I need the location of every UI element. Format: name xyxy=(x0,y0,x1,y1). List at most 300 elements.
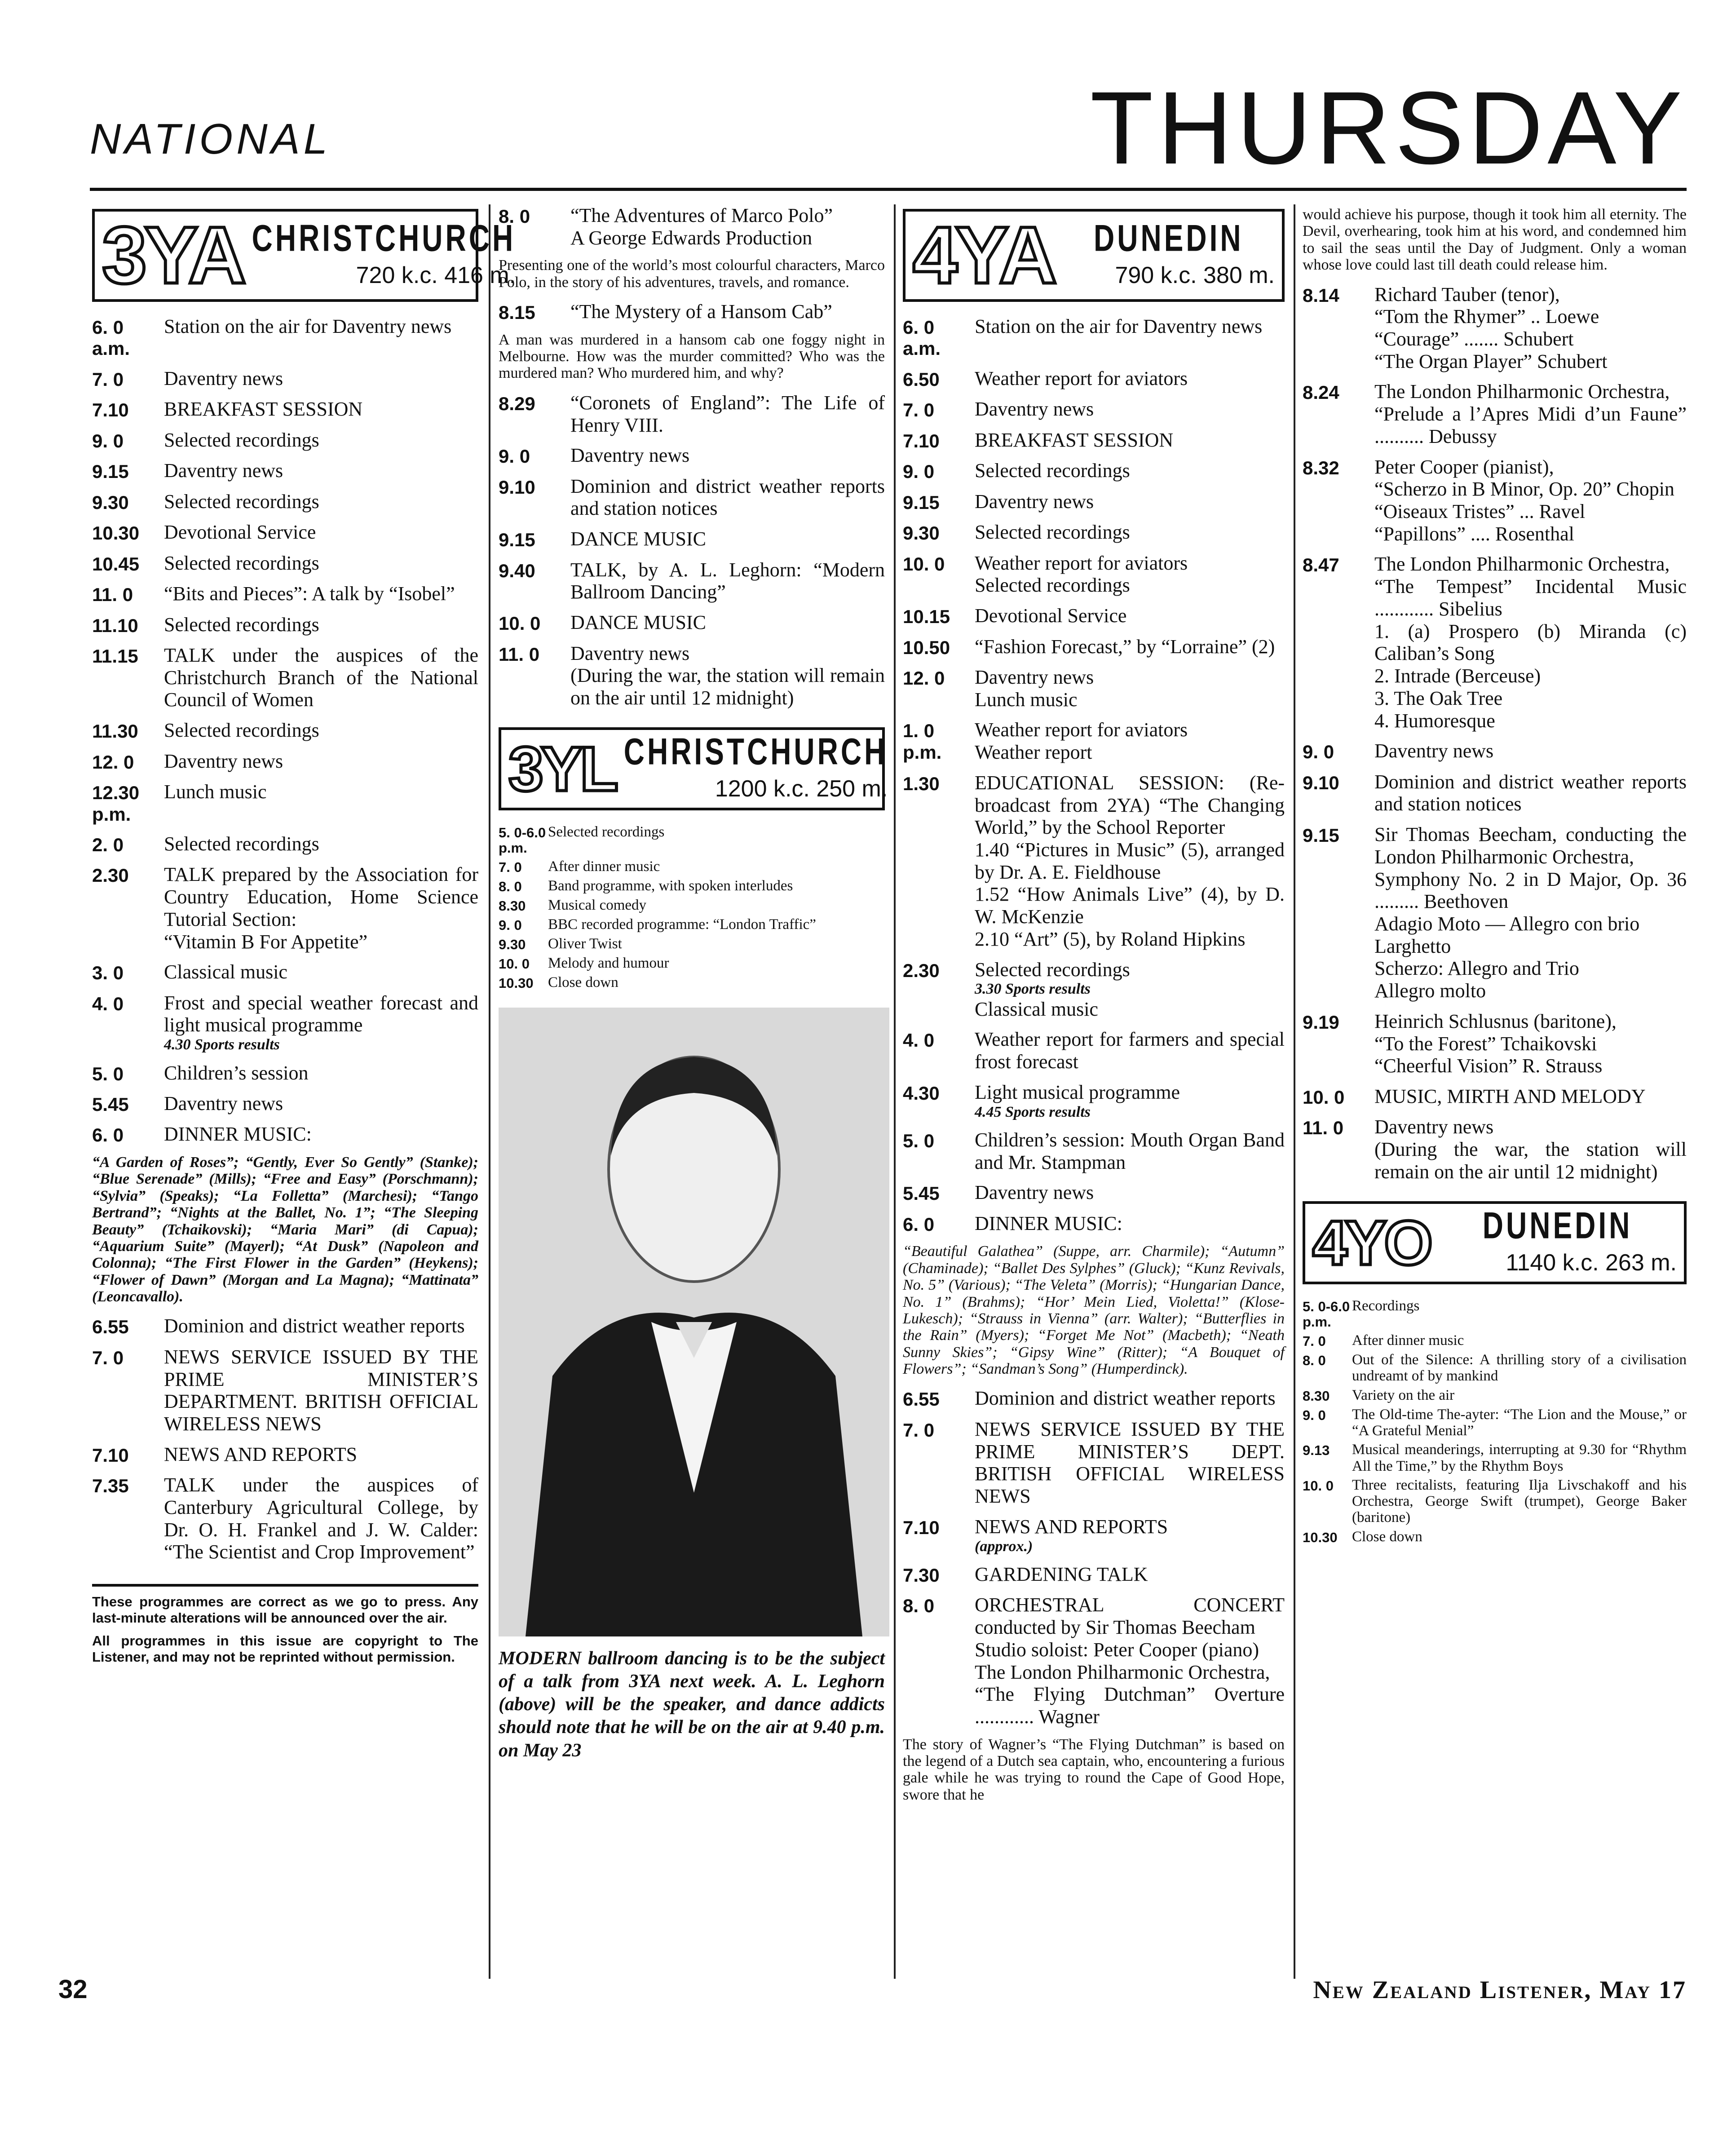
schedule-entry xyxy=(903,1387,1285,1410)
schedule-entry xyxy=(92,644,478,711)
entry-program xyxy=(975,1028,1285,1073)
column-4ya-evening xyxy=(1303,204,1687,1979)
entry-program xyxy=(975,1129,1285,1173)
entry-time: 8.30 xyxy=(499,898,526,914)
entry-text: DINNER MUSIC: xyxy=(164,1123,312,1145)
entry-text: Devotional Service xyxy=(164,521,316,544)
schedule-entry xyxy=(903,605,1285,627)
schedule-entry xyxy=(903,521,1285,544)
entry-text: The London Philharmonic Orchestra, xyxy=(975,1661,1270,1683)
entry-program xyxy=(548,955,885,972)
schedule-entry xyxy=(1303,553,1687,732)
entry-text: “Scherzo in B Minor, Op. 20” Chopin xyxy=(1374,478,1674,500)
entry-text: “Oiseaux Tristes” ... Ravel xyxy=(1374,500,1586,523)
entry-text: Musical meanderings, interrupting at 9.30 for “Rhythm All the Time,” by the Rhythm Boys xyxy=(1352,1442,1687,1474)
station-box-4ya xyxy=(903,209,1285,302)
entry-text: Musical comedy xyxy=(548,897,647,914)
entry-program xyxy=(975,772,1285,951)
entry-program xyxy=(975,636,1285,658)
entry-text: Daventry news xyxy=(164,367,283,389)
entry-program xyxy=(570,559,885,603)
entry-text: Selected recordings xyxy=(164,832,319,855)
schedule-entry xyxy=(92,750,478,773)
schedule-entry xyxy=(92,521,478,544)
entry-program xyxy=(164,750,478,773)
entry-text: Peter Cooper (pianist), xyxy=(1374,456,1554,478)
schedule-entry xyxy=(903,1181,1285,1204)
entry-time: 7.30 xyxy=(903,1564,940,1586)
entry-program xyxy=(164,719,478,742)
entry-text: Daventry news xyxy=(164,750,283,772)
entry-text: TALK under the auspices of the Christchurch Branch of the National Council of Women xyxy=(164,644,478,711)
entry-time: 10.50 xyxy=(903,637,950,658)
entry-text: Heinrich Schlusnus (baritone), xyxy=(1374,1010,1617,1032)
column-divider xyxy=(894,204,896,1979)
entry-time: 10.30 xyxy=(1303,1529,1338,1545)
entry-text: DINNER MUSIC: xyxy=(975,1212,1122,1234)
entry-text: Selected recordings xyxy=(164,552,319,574)
entry-time: 9. 0 xyxy=(499,446,530,467)
schedule-entry xyxy=(92,1474,478,1563)
entry-text: Station on the air for Daventry news xyxy=(975,315,1263,337)
entry-text: Symphony No. 2 in D Major, Op. 36 ......... Beethoven xyxy=(1374,868,1687,913)
schedule-entry xyxy=(903,959,1285,1021)
station-city: DUNEDIN xyxy=(1482,1204,1633,1247)
schedule-entry xyxy=(499,475,885,520)
entry-text: Weather report for aviators xyxy=(975,719,1188,741)
entry-time: 2. 0 xyxy=(92,834,124,855)
schedule-entry xyxy=(92,491,478,513)
schedule-entry xyxy=(92,1443,478,1466)
schedule-entry xyxy=(903,666,1285,711)
entry-time: 4.30 xyxy=(903,1082,940,1104)
entry-program xyxy=(164,460,478,482)
schedule-entry xyxy=(1303,1085,1687,1108)
entry-time: 11. 0 xyxy=(1303,1117,1344,1139)
entry-text: Daventry news xyxy=(975,1181,1094,1204)
schedule-entry xyxy=(903,1129,1285,1173)
entry-subnote: 4.45 Sports results xyxy=(975,1103,1091,1120)
entry-text: 2. Intrade (Berceuse) xyxy=(1374,665,1541,687)
schedule-entry xyxy=(903,1418,1285,1508)
schedule-entry xyxy=(499,858,885,875)
entry-program xyxy=(1352,1529,1687,1545)
entry-time: 6. 0 a.m. xyxy=(92,317,130,359)
entry-time: 9.40 xyxy=(499,560,535,581)
entry-text: Frost and special weather forecast and light musical programme xyxy=(164,991,478,1036)
entry-program xyxy=(975,429,1285,451)
entry-text: Oliver Twist xyxy=(548,936,622,952)
schedule-entry xyxy=(499,444,885,467)
schedule-entry xyxy=(903,1212,1285,1235)
entry-time: 9. 0 xyxy=(92,430,124,451)
entry-text: Selected recordings xyxy=(164,490,319,513)
entry-text: Selected recordings xyxy=(164,719,319,742)
schedule-list xyxy=(1303,283,1687,1183)
entry-program xyxy=(1374,553,1687,732)
entry-text: Sir Thomas Beecham, conducting the London Philharmonic Orchestra, xyxy=(1374,823,1687,868)
entry-program xyxy=(975,1418,1285,1508)
schedule-entry xyxy=(903,1594,1285,1728)
entry-text: NEWS AND REPORTS xyxy=(975,1515,1168,1538)
entry-program xyxy=(1352,1352,1687,1384)
station-logo: 3YL xyxy=(508,733,616,804)
entry-text: BBC recorded programme: “London Traffic” xyxy=(548,916,816,933)
entry-time: 7. 0 xyxy=(499,859,522,875)
entry-program xyxy=(164,1123,478,1145)
schedule-entry xyxy=(1303,771,1687,815)
footnote-rule xyxy=(92,1584,478,1587)
entry-time: 9.15 xyxy=(903,491,940,513)
entry-program xyxy=(1352,1387,1687,1404)
entry-time: 9.30 xyxy=(903,522,940,544)
entry-time: 9.13 xyxy=(1303,1442,1330,1459)
entry-text: Daventry news xyxy=(164,1092,283,1115)
schedule-entry xyxy=(1303,283,1687,373)
entry-program xyxy=(975,1563,1285,1586)
entry-time: 1. 0 p.m. xyxy=(903,720,942,763)
schedule-entry xyxy=(92,1315,478,1337)
entry-time: 9. 0 xyxy=(903,461,935,482)
entry-text: TALK prepared by the Association for Country Education, Home Science Tutorial Section: xyxy=(164,863,478,930)
schedule-entry xyxy=(1303,823,1687,1002)
entry-program xyxy=(164,552,478,575)
entry-program xyxy=(975,605,1285,627)
entry-program xyxy=(164,863,478,953)
entry-time: 2.30 xyxy=(903,960,940,981)
column-divider xyxy=(489,204,490,1979)
schedule-entry xyxy=(92,583,478,605)
entry-text: Weather report for aviators xyxy=(975,367,1188,389)
entry-text: After dinner music xyxy=(1352,1332,1464,1349)
flying-dutchman-note: The story of Wagner’s “The Flying Dutchman” is based on the legend of a Dutch sea captain, who, encountering a furious gale while he was trying to round the Cape of Good Hope, swore that he xyxy=(903,1736,1285,1803)
entry-text: Weather report for farmers and special frost forecast xyxy=(975,1028,1285,1073)
schedule-entry xyxy=(903,1516,1285,1555)
entry-text: “Cheerful Vision” R. Strauss xyxy=(1374,1055,1603,1077)
entry-text: NEWS AND REPORTS xyxy=(164,1443,358,1465)
entry-text: Recordings xyxy=(1352,1297,1420,1314)
schedule-entry xyxy=(1303,1298,1687,1330)
entry-time: 5. 0-6.0 p.m. xyxy=(1303,1298,1350,1330)
entry-time: 6.55 xyxy=(92,1316,129,1338)
schedule-entry xyxy=(499,528,885,550)
entry-program xyxy=(164,315,478,359)
entry-time: 7. 0 xyxy=(92,368,124,390)
entry-text: Allegro molto xyxy=(1374,980,1486,1002)
entry-text: Daventry news xyxy=(570,444,690,467)
entry-text: A George Edwards Production xyxy=(570,226,813,249)
entry-program xyxy=(1374,1116,1687,1183)
entry-program xyxy=(1352,1442,1687,1474)
entry-time: 8.24 xyxy=(1303,382,1339,403)
entry-program xyxy=(570,475,885,520)
entry-subnote: 4.30 Sports results xyxy=(164,1036,280,1053)
entry-time: 2.30 xyxy=(92,865,129,886)
entry-program xyxy=(548,936,885,952)
entry-text: “Papillons” .... Rosenthal xyxy=(1374,522,1574,545)
entry-time: 5.45 xyxy=(92,1094,129,1115)
station-city: CHRISTCHURCH xyxy=(252,217,516,259)
schedule-entry xyxy=(903,772,1285,951)
entry-program xyxy=(570,444,885,467)
entry-text: Selected recordings xyxy=(548,823,665,840)
schedule-entry xyxy=(92,398,478,420)
entry-text: Selected recordings xyxy=(975,521,1130,544)
station-city: CHRISTCHURCH xyxy=(623,730,888,773)
entry-text: Weather report xyxy=(975,741,1092,764)
column-4ya xyxy=(903,204,1285,1979)
schedule-entry xyxy=(1303,1406,1687,1439)
entry-time: 7.35 xyxy=(92,1475,129,1497)
entry-time: 3. 0 xyxy=(92,962,124,984)
entry-program xyxy=(164,992,478,1054)
entry-program xyxy=(164,583,478,605)
entry-text: “The Flying Dutchman” Overture ............ Wagner xyxy=(975,1683,1285,1728)
station-logo: 4YO xyxy=(1312,1207,1431,1278)
station-logo: 4YA xyxy=(913,210,1055,301)
entry-program xyxy=(570,301,885,323)
entry-time: 1.30 xyxy=(903,773,940,794)
schedule-entry xyxy=(1303,1477,1687,1526)
entry-time: 9.15 xyxy=(92,461,129,482)
entry-program xyxy=(975,666,1285,711)
entry-text: The Old-time The-ayter: “The Lion and the Mouse,” or “A Grateful Menial” xyxy=(1352,1406,1687,1439)
station-box-3ya xyxy=(92,209,516,302)
entry-text: Out of the Silence: A thrilling story of a civilisation undreamt of by mankind xyxy=(1352,1351,1687,1384)
entry-text: Studio soloist: Peter Cooper (piano) xyxy=(975,1638,1259,1661)
entry-program xyxy=(570,392,885,436)
entry-time: 9. 0 xyxy=(1303,741,1334,763)
entry-text: Daventry news xyxy=(570,642,690,664)
station-frequency: 790 k.c. 380 m. xyxy=(1115,262,1275,289)
entry-text: BREAKFAST SESSION xyxy=(975,429,1174,451)
schedule-entry xyxy=(499,936,885,952)
hansom-cab-note: A man was murdered in a hansom cab one foggy night in Melbourne. How was the murder committed? Who was the murdered man? Who murdered him, and why? xyxy=(499,331,885,382)
entry-text: Adagio Moto — Allegro con brio xyxy=(1374,912,1640,935)
schedule-entry xyxy=(92,992,478,1054)
schedule-entry xyxy=(903,1081,1285,1121)
entry-time: 9.10 xyxy=(1303,772,1339,793)
schedule-entry xyxy=(92,429,478,451)
flying-dutchman-note-cont: would achieve his purpose, though it took him all eternity. The Devil, overhearing, took him at his word, and condemned him to sail the seas until the Day of Judgment. Only a woman whose love could last till death could release him. xyxy=(1303,206,1687,274)
entry-program xyxy=(1374,1085,1687,1108)
entry-text: 1.52 “How Animals Live” (4), by D. W. McKenzie xyxy=(975,883,1285,928)
entry-time: 6.55 xyxy=(903,1389,940,1410)
entry-program xyxy=(1374,740,1687,762)
station-frequency: 1200 k.c. 250 m. xyxy=(715,775,888,802)
entry-time: 5. 0 xyxy=(903,1130,935,1151)
entry-program xyxy=(975,460,1285,482)
entry-program xyxy=(1352,1406,1687,1439)
entry-program xyxy=(975,1387,1285,1410)
schedule-entry xyxy=(92,863,478,953)
schedule-list xyxy=(499,392,885,709)
entry-text: Dominion and district weather reports and station notices xyxy=(1374,770,1687,815)
entry-time: 7.10 xyxy=(903,430,940,451)
day-title: THURSDAY xyxy=(1090,70,1687,186)
entry-text: The London Philharmonic Orchestra, xyxy=(1374,553,1670,575)
entry-text: “The Mystery of a Hansom Cab” xyxy=(570,301,832,323)
entry-program xyxy=(164,1315,478,1337)
dinner-music-note: “Beautiful Galathea” (Suppe, arr. Charmile); “Autumn” (Chaminade); “Ballet Des Sylphes” (Gluck); “Kunz Revivals, No. 5” (Various); “The Veleta” (Morris); “Hungarian Dance, No. 1” (Brahms); “Hor’ Mein Lied, Violetta!” (Klose-Lukesch); “Strauss in Vienna” (arr. Walter); “Butterflies in the Rain” (Myers); “Forget Me Not” (Macbeth); “Neath Sunny Skies”; “Gipsy Wine” (Ritter); “A Bouquet of Flowers”; “Sandman’s Song” (Humperdinck). xyxy=(903,1243,1285,1378)
entry-text: Daventry news xyxy=(1374,740,1494,762)
footnote-press: These programmes are correct as we go to press. Any last-minute alterations will be announced over the air. xyxy=(92,1594,478,1626)
schedule-entry xyxy=(92,614,478,636)
entry-time: 8.32 xyxy=(1303,457,1339,478)
entry-time: 8.15 xyxy=(499,302,535,323)
schedule-entry xyxy=(499,897,885,914)
page-number: 32 xyxy=(58,1975,88,2004)
station-frequency: 1140 k.c. 263 m. xyxy=(1506,1249,1677,1276)
entry-time: 9.30 xyxy=(499,937,526,953)
entry-text: “The Organ Player” Schubert xyxy=(1374,350,1608,372)
entry-program xyxy=(164,1443,478,1466)
entry-program xyxy=(570,642,885,709)
entry-time: 11.10 xyxy=(92,615,138,636)
entry-program xyxy=(164,833,478,855)
entry-program xyxy=(975,491,1285,513)
entry-time: 8.30 xyxy=(1303,1388,1330,1404)
entry-text: After dinner music xyxy=(548,858,660,875)
entry-time: 10. 0 xyxy=(499,613,541,634)
entry-text: Dominion and district weather reports xyxy=(975,1387,1276,1410)
schedule-entry xyxy=(1303,1442,1687,1474)
schedule-entry xyxy=(499,642,885,709)
schedule-entry xyxy=(499,824,885,856)
entry-time: 6. 0 xyxy=(903,1213,935,1235)
entry-text: “Vitamin B For Appetite” xyxy=(164,930,368,953)
entry-text: “To the Forest” Tchaikovski xyxy=(1374,1032,1597,1055)
entry-program xyxy=(164,614,478,636)
schedule-list-3yl xyxy=(499,824,885,991)
entry-time: 6.50 xyxy=(903,368,940,390)
schedule-entry xyxy=(903,315,1285,359)
entry-text: Selected recordings xyxy=(975,460,1130,482)
entry-time: 10.30 xyxy=(499,975,534,991)
entry-program xyxy=(164,1092,478,1115)
entry-program xyxy=(548,897,885,914)
schedule-entry xyxy=(903,367,1285,390)
schedule-list xyxy=(499,301,885,323)
entry-program xyxy=(164,521,478,544)
entry-time: 9. 0 xyxy=(499,917,522,933)
schedule-entry xyxy=(1303,380,1687,447)
entry-time: 8. 0 xyxy=(903,1595,935,1617)
entry-time: 8.29 xyxy=(499,393,535,414)
entry-program xyxy=(975,367,1285,390)
entry-time: 9. 0 xyxy=(1303,1407,1326,1423)
entry-text: “Courage” ....... Schubert xyxy=(1374,328,1574,350)
entry-program xyxy=(548,916,885,933)
entry-time: 5. 0-6.0 p.m. xyxy=(499,824,546,856)
entry-text: Lunch music xyxy=(975,688,1078,711)
entry-text: Selected recordings xyxy=(164,429,319,451)
entry-text: (During the war, the station will remain on the air until 12 midnight) xyxy=(570,664,885,709)
entry-program xyxy=(1374,283,1687,373)
column-3ya-evening xyxy=(499,204,888,1979)
schedule-entry xyxy=(92,367,478,390)
entry-program xyxy=(975,1594,1285,1728)
station-box-4yo xyxy=(1303,1201,1687,1284)
entry-text: 3. The Oak Tree xyxy=(1374,687,1503,709)
entry-time: 12. 0 xyxy=(903,667,945,689)
entry-text: Daventry news xyxy=(975,398,1094,420)
entry-text: “Prelude a l’Apres Midi d’un Faune” .......... Debussy xyxy=(1374,403,1687,447)
entry-text: Daventry news xyxy=(164,460,283,482)
entry-time: 10. 0 xyxy=(499,956,530,972)
entry-time: 6. 0 xyxy=(92,1124,124,1146)
entry-text: Station on the air for Daventry news xyxy=(164,315,452,337)
entry-text: MUSIC, MIRTH AND MELODY xyxy=(1374,1085,1646,1108)
schedule-list xyxy=(92,1315,478,1563)
section-label: NATIONAL xyxy=(90,115,331,163)
entry-text: (During the war, the station will remain on the air until 12 midnight) xyxy=(1374,1138,1687,1183)
entry-program xyxy=(570,611,885,634)
entry-program xyxy=(975,398,1285,420)
entry-text: Scherzo: Allegro and Trio xyxy=(1374,957,1579,980)
entry-program xyxy=(1352,1298,1687,1330)
station-logo: 3YA xyxy=(102,210,244,301)
entry-text: Selected recordings xyxy=(975,958,1130,981)
entry-text: Larghetto xyxy=(1374,935,1451,957)
entry-program xyxy=(975,719,1285,763)
station-frequency: 720 k.c. 416 m. xyxy=(356,262,516,289)
schedule-entry xyxy=(92,1123,478,1145)
schedule-entry xyxy=(1303,1387,1687,1404)
entry-text: Light musical programme xyxy=(975,1081,1180,1103)
schedule-entry xyxy=(1303,456,1687,545)
entry-time: 8.14 xyxy=(1303,284,1339,306)
entry-program xyxy=(164,1062,478,1084)
entry-text: NEWS SERVICE ISSUED BY THE PRIME MINISTER’S DEPT. BRITISH OFFICIAL WIRELESS NEWS xyxy=(975,1418,1285,1508)
entry-program xyxy=(975,521,1285,544)
entry-text: “The Tempest” Incidental Music ............ Sibelius xyxy=(1374,575,1687,620)
schedule-entry xyxy=(92,460,478,482)
entry-time: 6. 0 a.m. xyxy=(903,317,941,359)
entry-time: 4. 0 xyxy=(92,993,124,1014)
entry-program xyxy=(975,315,1285,359)
entry-text: Daventry news xyxy=(1374,1116,1494,1138)
entry-text: Children’s session xyxy=(164,1061,309,1084)
entry-program xyxy=(164,491,478,513)
schedule-entry xyxy=(1303,1116,1687,1183)
entry-time: 7. 0 xyxy=(903,1419,935,1441)
schedule-list xyxy=(92,315,478,1146)
schedule-entry xyxy=(92,781,478,825)
entry-time: 7.10 xyxy=(92,399,129,421)
entry-text: The London Philharmonic Orchestra, xyxy=(1374,380,1670,403)
entry-program xyxy=(1374,456,1687,545)
entry-time: 12. 0 xyxy=(92,751,134,773)
entry-text: 2.10 “Art” (5), by Roland Hipkins xyxy=(975,928,1246,950)
entry-program xyxy=(975,552,1285,597)
entry-time: 12.30 p.m. xyxy=(92,782,140,825)
schedule-entry xyxy=(499,204,885,249)
entry-program xyxy=(1374,1010,1687,1077)
entry-program xyxy=(975,959,1285,1021)
schedule-entry xyxy=(903,429,1285,451)
schedule-list xyxy=(903,1387,1285,1728)
entry-time: 8.47 xyxy=(1303,554,1339,576)
publication-footer: New Zealand Listener, May 17 xyxy=(1313,1976,1687,2004)
entry-text: “Coronets of England”: The Life of Henry VIII. xyxy=(570,391,885,436)
entry-subnote: 3.30 Sports results xyxy=(975,981,1091,998)
entry-time: 5.45 xyxy=(903,1183,940,1204)
entry-time: 7.10 xyxy=(92,1444,129,1466)
entry-time: 8. 0 xyxy=(499,206,530,227)
schedule-entry xyxy=(903,719,1285,763)
schedule-list-4yo xyxy=(1303,1298,1687,1545)
